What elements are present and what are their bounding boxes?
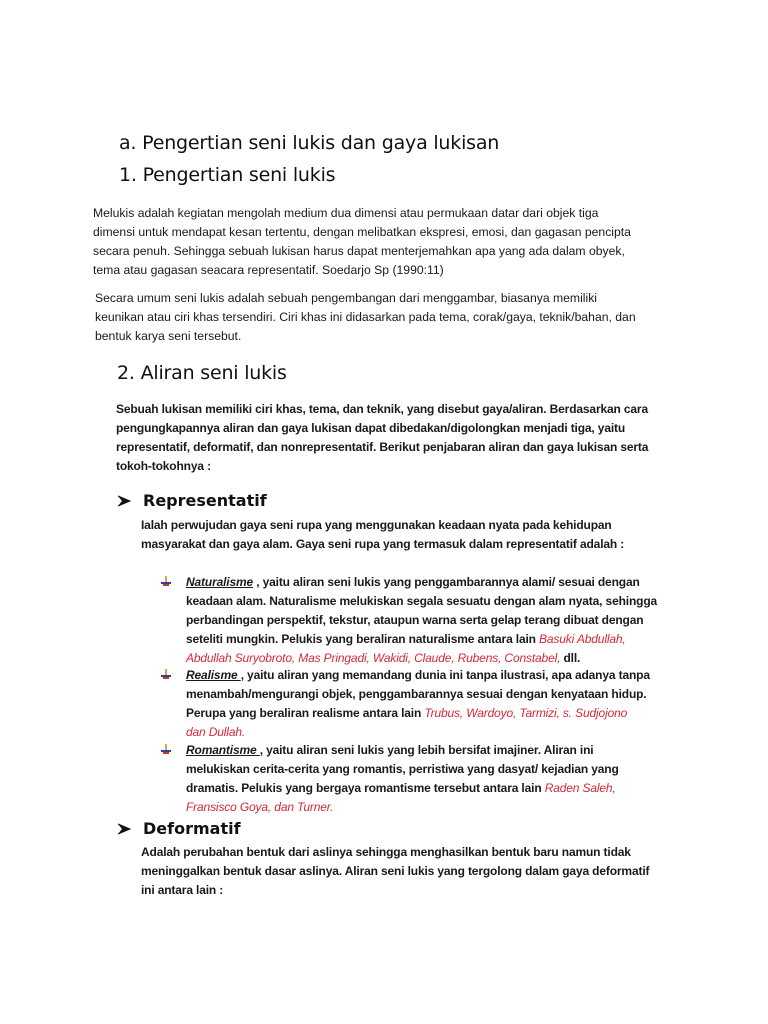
text-line: ini antara lain : [141,883,224,897]
term-romantisme: Romantisme [186,743,260,757]
text-line: Sebuah lukisan memiliki ciri khas, tema, dan teknik, yang disebut gaya/aliran. Berdasarkan cara [116,402,648,416]
pushpin-icon [160,669,172,681]
text-line: Adalah perubahan bentuk dari aslinya sehingga menghasilkan bentuk baru namun tidak [141,845,631,859]
paragraph-aliran [116,400,648,476]
term-realisme: Realisme [186,668,241,682]
text-line: bentuk karya seni tersebut. [95,329,242,343]
arrow-right-icon [117,495,131,507]
text-line: masyarakat dan gaya alam. Gaya seni rupa yang termasuk dalam representatif adalah : [141,537,625,551]
heading-section-a: a. Pengertian seni lukis dan gaya lukisan [119,132,500,154]
text-line: tema atau gagasan seacara representatif. Soedarjo Sp (1990:11) [93,263,444,277]
document-page: a. Pengertian seni lukis dan gaya lukisan 1. Pengertian seni lukis Melukis adalah kegiatan mengolah medium dua dimensi atau permukaan datar dari objek tiga dimensi untuk mendapat kesan tertentu, dengan melibatkan ekspresi, emosi, dan gagasan pencipta secara penuh. Sehingga sebuah lukisan harus dapat menterjemahkan apa yang ada dalam obyek, tema atau gagasan seacara representatif. Soedarjo Sp (1990:11) Secara umum seni lukis adalah sebuah pengembangan dari menggambar, biasanya memiliki keunikan atau ciri khas tersendiri. Ciri khas ini didasarkan pada tema, corak/gaya, teknik/bahan, dan bentuk karya seni tersebut. 2. Aliran seni lukis Sebuah lukisan memiliki ciri khas, tema, dan teknik, yang disebut gaya/aliran. Berdasarkan cara pengungkapannya aliran dan gaya lukisan dapat dibedakan/digolongkan menjadi tiga, yaitu representatif, deformatif, dan nonrepresentatif. Berikut penjabaran aliran dan gaya lukisan serta tokoh-tokohnya : Representatif Ialah perwujudan gaya seni rupa yang menggunakan keadaan nyata pada kehidupan masyarakat dan gaya alam. Gaya seni rupa yang termasuk dalam representatif adalah : Naturalisme , yaitu aliran seni lukis yang penggambarannya alami/ sesuai dengan keadaan alam. Naturalisme melukiskan segala sesuatu dengan alam nyata, sehingga perbandingan perspektif, tekstur, ataupun warna serta gelap terang dibuat dengan seteliti mungkin. Pelukis yang beraliran naturalisme antara lain Basuki Abdullah, Abdullah Suryobroto, Mas Pringadi, Wakidi, Claude, Rubens, Constabel, dll. Realisme , yaitu aliran yang memandang dunia ini tanpa ilustrasi, apa adanya tanpa menambah/mengurangi objek, penggambarannya sesuai dengan kenyataan hidup. Perupa yang beraliran realisme antara lain Trubus, Wardoyo, Tarmizi, s. Sudjojono dan Dullah. Romantisme , yaitu aliran seni lukis yang lebih bersifat imajiner. Aliran ini melukiskan cerita-cerita yang romantis, perristiwa yang dasyat/ kejadian yang dramatis. Pelukis yang bergaya romantisme tersebut antara lain Raden Saleh, Fransisco Goya, dan Turner. Deformatif Adalah perubahan bentuk dari aslinya sehingga menghasilkan bentuk baru namun tidak meninggalkan bentuk dasar aslinya. Aliran seni lukis yang tergolong dalam gaya deformatif ini antara lain : [0,0,768,1024]
artist-names: dan Dullah. [186,725,246,739]
pushpin-icon [160,744,172,756]
artist-names: Abdullah Suryobroto, Mas Pringadi, Wakidi, Claude, Rubens, Constabel, [186,651,561,665]
artist-names: Raden Saleh, [544,781,616,795]
text-line: tokoh-tokohnya : [116,459,211,473]
text-line: representatif, deformatif, dan nonrepresentatif. Berikut penjabaran aliran dan gaya lukisan serta [116,440,649,454]
heading-section-2: 2. Aliran seni lukis [117,362,287,384]
heading-section-1: 1. Pengertian seni lukis [119,164,336,186]
text-line: Melukis adalah kegiatan mengolah medium dua dimensi atau permukaan datar dari objek tiga [93,206,599,220]
artist-names: Fransisco Goya, dan Turner. [186,800,334,814]
text-line: dimensi untuk mendapat kesan tertentu, dengan melibatkan ekspresi, emosi, dan gagasan pencipta [93,225,631,239]
text-line: pengungkapannya aliran dan gaya lukisan dapat dibedakan/digolongkan menjadi tiga, yaitu [116,421,626,435]
term-naturalisme: Naturalisme [186,575,254,589]
text-line: Ialah perwujudan gaya seni rupa yang menggunakan keadaan nyata pada kehidupan [141,518,612,532]
subheading-label: Representatif [143,491,267,510]
text-line: secara penuh. Sehingga sebuah lukisan harus dapat menterjemahkan apa yang ada dalam obyek, [93,244,625,258]
paragraph-representatif-intro [141,516,624,554]
text-line: meninggalkan bentuk dasar aslinya. Aliran seni lukis yang tergolong dalam gaya deformatif [141,864,650,878]
arrow-right-icon [117,823,131,835]
paragraph-definition [93,204,631,280]
artist-names: Trubus, Wardoyo, Tarmizi, s. Sudjojono [424,706,628,720]
subheading-representatif [117,491,267,510]
paragraph-deformatif-intro [141,843,649,900]
pushpin-icon [160,576,172,588]
subheading-label: Deformatif [143,819,241,838]
artist-names: Basuki Abdullah, [539,632,626,646]
text-line: Secara umum seni lukis adalah sebuah pengembangan dari menggambar, biasanya memiliki [95,291,598,305]
paragraph-general [95,289,636,346]
subheading-deformatif [117,819,241,838]
text-line: keunikan atau ciri khas tersendiri. Ciri khas ini didasarkan pada tema, corak/gaya, teknik/bahan, dan [95,310,636,324]
